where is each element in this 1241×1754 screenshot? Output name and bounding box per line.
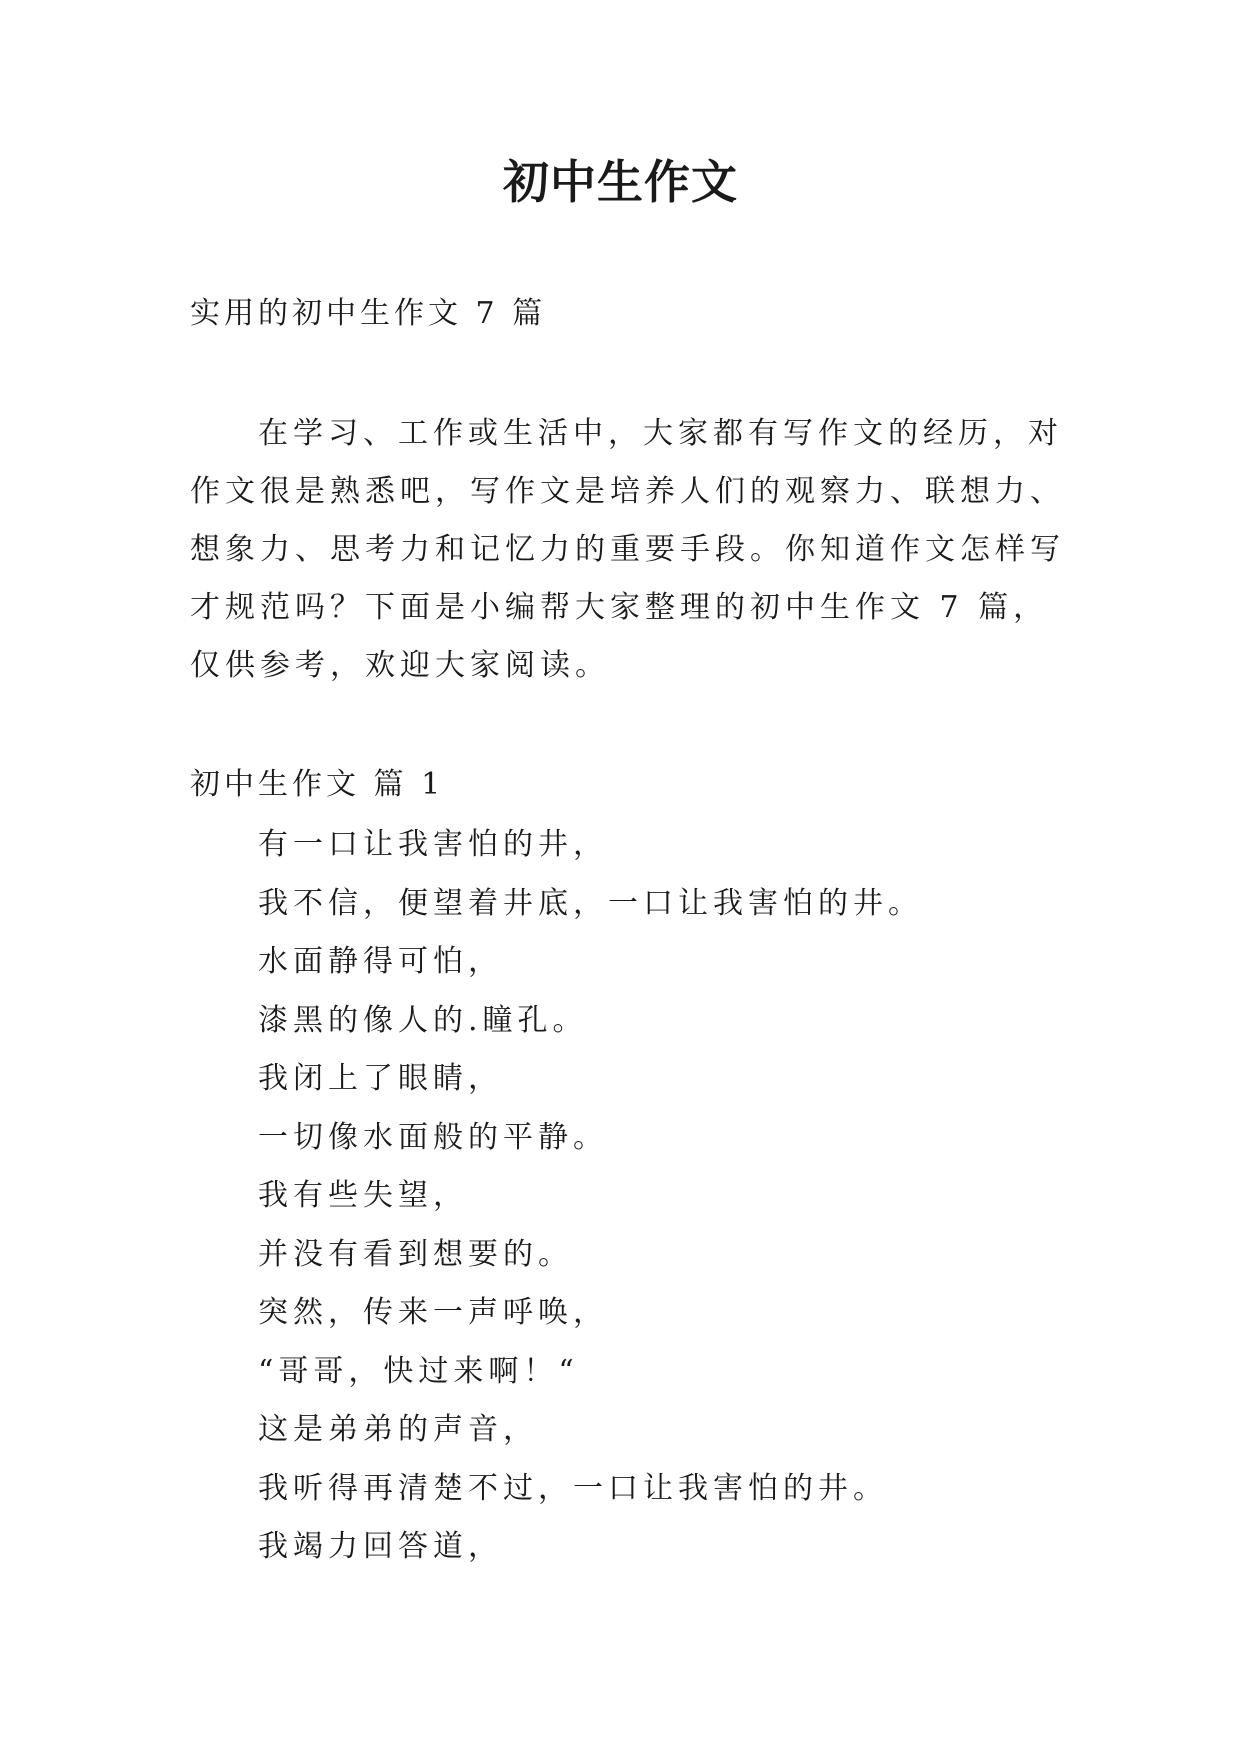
- poem-line: 一切像水面般的平静。: [258, 1119, 608, 1155]
- document-title: 初中生作文: [503, 155, 738, 209]
- document-subtitle: 实用的初中生作文 7 篇: [190, 296, 547, 331]
- poem-line: 漆黑的像人的.瞳孔。: [258, 1002, 588, 1038]
- poem-line: 我闭上了眼睛，: [258, 1061, 503, 1096]
- poem-line: 这是弟弟的声音，: [258, 1412, 538, 1447]
- poem-line: 我竭力回答道，: [258, 1529, 503, 1564]
- poem-line: 并没有看到想要的。: [258, 1236, 573, 1272]
- poem-line: “哥哥，快过来啊！“: [258, 1353, 579, 1389]
- intro-paragraph: 在学习、工作或生活中，大家都有写作文的经历，对作文很是熟悉吧，写作文是培养人们的观察力、联想力、想象力、思考力和记忆力的重要手段。你知道作文怎样写才规范吗？下面是小编帮大家整理的初中生作文 7 篇，仅供参考，欢迎大家阅读。: [190, 416, 1065, 683]
- poem-line: 突然，传来一声呼唤，: [258, 1295, 608, 1330]
- section-heading: 初中生作文 篇 1: [190, 767, 445, 802]
- poem-lines: [258, 816, 923, 1577]
- poem-line: 我不信，便望着井底，一口让我害怕的井。: [258, 885, 923, 921]
- poem-line: 水面静得可怕，: [258, 944, 503, 979]
- poem-line: 我有些失望，: [258, 1178, 468, 1213]
- poem-line: 我听得再清楚不过，一口让我害怕的井。: [258, 1470, 888, 1506]
- poem-line: 有一口让我害怕的井，: [258, 827, 608, 862]
